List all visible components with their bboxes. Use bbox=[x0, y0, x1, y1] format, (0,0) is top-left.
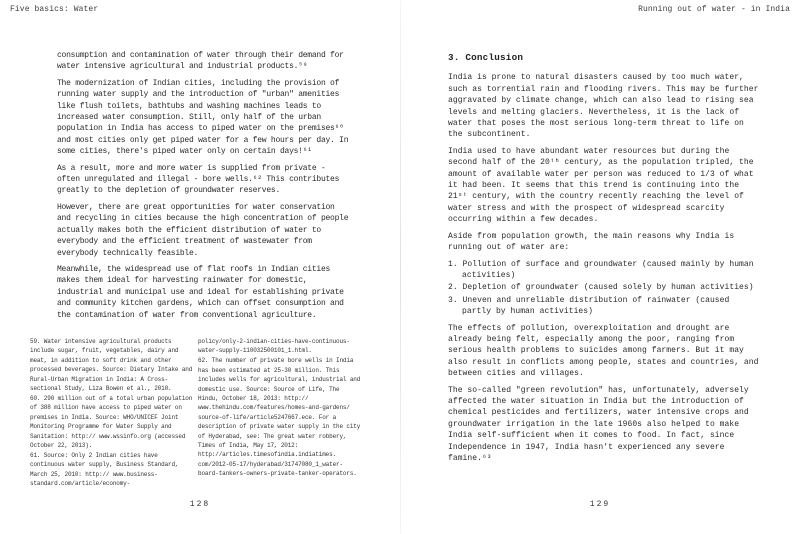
list-item: 3. Uneven and unreliable distribution of rainwater (caused partly by human activities) bbox=[448, 295, 730, 317]
page-fold-divider bbox=[400, 0, 401, 534]
footnote-continuation: policy/only-2-indian-cities-have-continuous-water-supply-110032500101_1.html. bbox=[198, 338, 350, 355]
footnotes-column-1 bbox=[30, 337, 193, 489]
numbered-list bbox=[448, 259, 760, 318]
list-item: 2. Depletion of groundwater (caused solely by human activities) bbox=[448, 283, 754, 293]
body-paragraph: Aside from population growth, the main reasons why India is running out of water are: bbox=[448, 231, 735, 253]
body-paragraph: However, there are great opportunities for water conservation and recycling in cities because the high concentration of people actually makes both the efficient distribution of water to everybody and the efficient treatment of wastewater from everybody technically feasible. bbox=[57, 202, 349, 258]
left-page-body bbox=[57, 50, 349, 326]
footnote: 61. Source: Only 2 Indian cities have continuous water supply, Business Standard, March 25, 2010: http:// www.business-standard.com/article/economy- bbox=[30, 451, 179, 488]
page-number-right: 129 bbox=[589, 500, 611, 509]
body-paragraph: As a result, more and more water is supplied from private - often unregulated and illegal - bore wells.⁶² This contributes greatly to the depletion of groundwater reserves. bbox=[57, 163, 340, 196]
body-paragraph: The effects of pollution, overexploitation and drought are already being felt, especially among the poor, ranging from serious health problems to suicides among farmers. But it may also result in conflicts among people, states and countries, and between cities and villages. bbox=[448, 323, 759, 379]
body-paragraph: Meanwhile, the widespread use of flat roofs in Indian cities makes them ideal for harvesting rainwater for domestic, industrial and municipal use and ideal for establishing private and community kitchen gardens, which can offset consumption and the contamination of water from conventional agriculture. bbox=[57, 264, 344, 320]
body-paragraph: India used to have abundant water resources but during the second half of the 20ᵗʰ century, as the population tripled, the amount of available water per person was reduced to 1/3 of what it had been. It seems that this trend is continuing into the 21ˢᵗ century, with the country recently reaching the level of water stress and with the prospect of widespread scarcity occurring within a few decades. bbox=[448, 146, 754, 225]
body-paragraph: India is prone to natural disasters caused by too much water, such as torrential rain and flooding rivers. This may be further aggravated by climate change, which can also lead to rising sea levels and melting glaciers. Nevertheless, it is the lack of water that poses the most serious long-term threat to life on the subcontinent. bbox=[448, 73, 759, 140]
footnotes-column-2 bbox=[198, 337, 361, 479]
body-paragraph: The modernization of Indian cities, including the provision of running water supply and the introduction of "urban" amenities like flush toilets, bathtubs and washing machines leads to increased water consumption. Still, only half of the urban population in India has access to piped water on the premises⁶⁰ and most cities only get piped water for a few hours per day. In some cities, there's piped water only on certain days!⁶¹ bbox=[57, 78, 349, 157]
footnote: 62. The number of private bore wells in India has been estimated at 25-30 million. This includes wells for agricultural, industrial and domestic use. Source: Source of Life, The Hindu, October 18, 2013: http:// www.thehindu.com/features/homes-and-gardens/ source-of-life/article5247667.ece. For a description of private water supply in the city of Hyderabad, see: The great water robbery, Times of India, May 17, 2012: http://articles.timesofindia.indiatimes. com/2012-05-17/hyderabad/31747080_1_water-board-tankers-owners-private-tanker-operators. bbox=[198, 357, 361, 478]
page-number-left: 128 bbox=[189, 500, 211, 509]
footnote: 59. Water intensive agricultural products include sugar, fruit, vegetables, dairy and meat, in addition to soft drink and other processed beverages. Source: Dietary Intake and Rural-Urban Migration in India: A Cross-sectional Study, Liza Bowen et al., 2010. bbox=[30, 338, 193, 393]
section-heading: 3. Conclusion bbox=[448, 52, 524, 63]
body-paragraph: The so-called "green revolution" has, unfortunately, adversely affected the water situation in India but the introduction of chemical pesticides and fertilizers, water intensive crops and groundwater irrigation in the late 1960s also helped to make India self-sufficient when it comes to food. In fact, since Independence in 1947, India hasn't experienced any severe famine.⁶³ bbox=[448, 385, 749, 463]
list-item: 1. Pollution of surface and groundwater (caused mainly by human activities) bbox=[448, 259, 754, 280]
body-paragraph: consumption and contamination of water through their demand for water intensive agricultural and industrial products.⁵⁹ bbox=[57, 51, 344, 72]
right-page-body bbox=[448, 52, 760, 469]
footnote: 60. 290 million out of a total urban population of 388 million have access to piped water on premises in India. Source: WHO/UNICEF Joint Monitoring Programme for Water Supply and Sanitation: http:// www.wssinfo.org (accessed October 22, 2013). bbox=[30, 394, 193, 449]
running-head-right: Running out of water - in India bbox=[638, 5, 790, 14]
running-head-left: Five basics: Water bbox=[10, 5, 99, 14]
